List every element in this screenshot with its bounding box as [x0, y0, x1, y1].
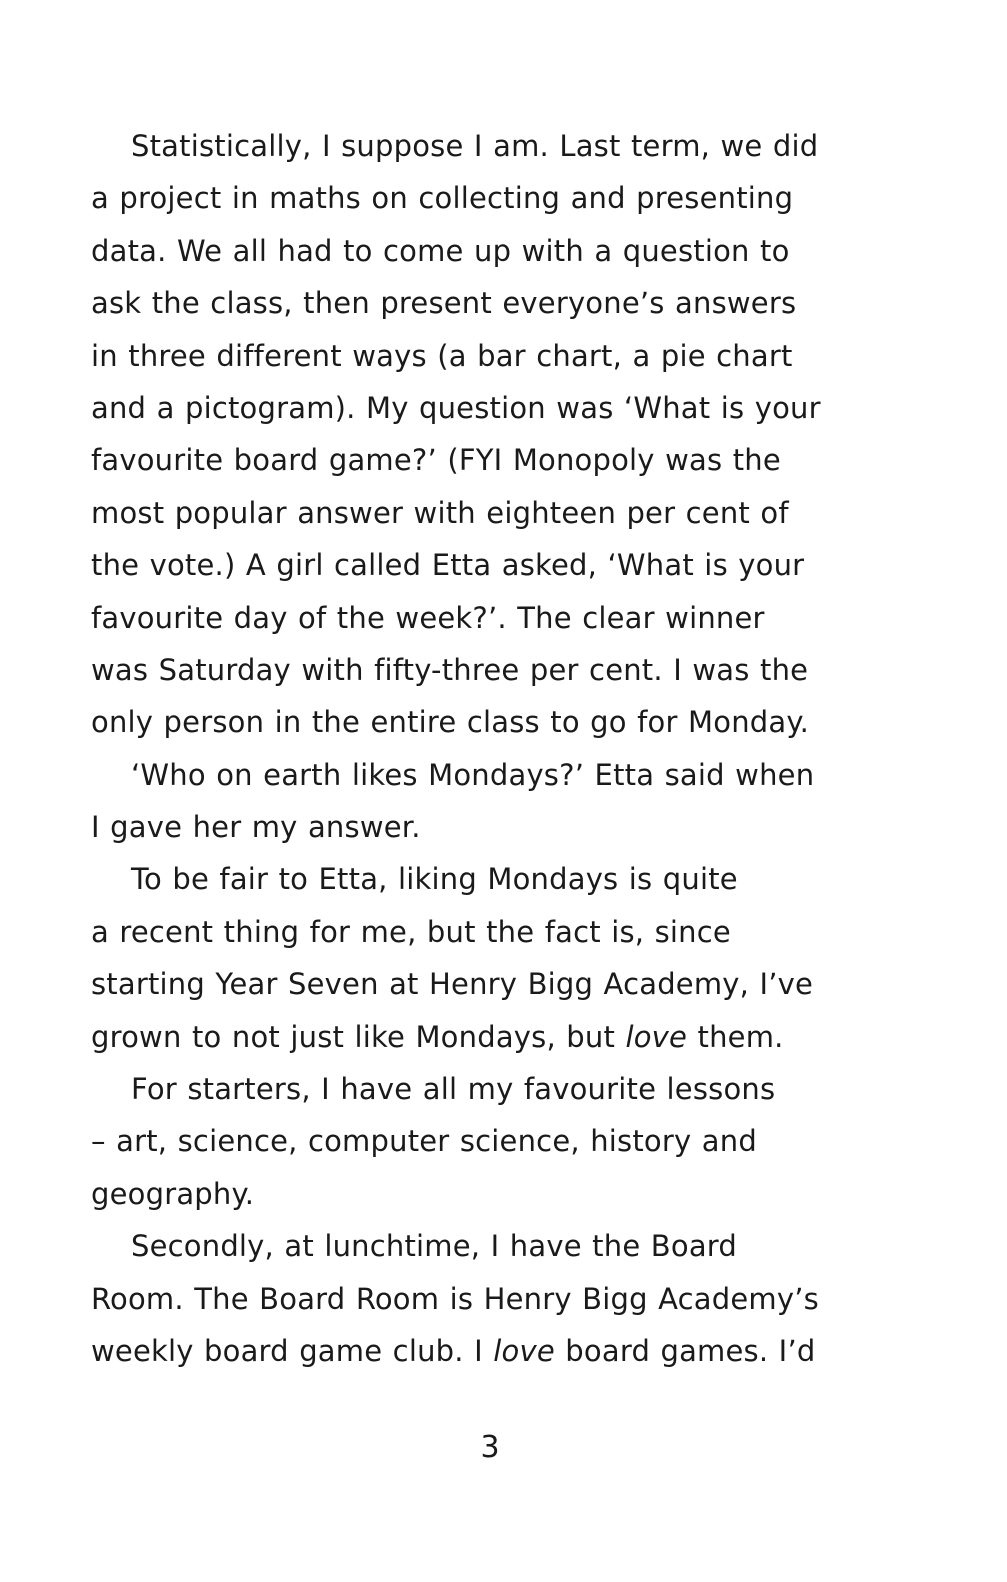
- text-line: data. We all had to come up with a question to: [91, 233, 790, 268]
- text-line: a project in maths on collecting and presenting: [91, 181, 794, 216]
- text-run: them.: [687, 1019, 784, 1054]
- text-line: and a pictogram). My question was ‘What is your: [91, 390, 821, 425]
- text-line: most popular answer with eighteen per cent of: [91, 495, 789, 530]
- text-line: only person in the entire class to go for Monday.: [91, 705, 810, 740]
- page-number: 3: [480, 1430, 500, 1465]
- text-line: geography.: [91, 1176, 255, 1211]
- text-line: I gave her my answer.: [91, 810, 421, 845]
- text-line: starting Year Seven at Henry Bigg Academy, I’ve: [91, 967, 814, 1002]
- text-line: Statistically, I suppose I am. Last term, we did: [131, 129, 819, 163]
- text-line: Room. The Board Room is Henry Bigg Academy’s: [91, 1281, 819, 1316]
- text-line: a recent thing for me, but the fact is, since: [91, 914, 731, 949]
- text-line: favourite board game?’ (FYI Monopoly was the: [91, 443, 781, 478]
- text-line: was Saturday with fifty-three per cent. I was the: [91, 652, 809, 687]
- text-line: in three different ways (a bar chart, a pie chart: [91, 338, 793, 373]
- text-line: – art, science, computer science, history and: [91, 1124, 757, 1159]
- body-text: [91, 120, 911, 1377]
- text-line: [91, 1325, 911, 1377]
- text-line: favourite day of the week?’. The clear winner: [91, 600, 765, 635]
- text-run: grown to not just like Mondays, but: [91, 1019, 626, 1054]
- text-line: the vote.) A girl called Etta asked, ‘What is your: [91, 548, 805, 583]
- text-line: ‘Who on earth likes Mondays?’ Etta said when: [131, 757, 815, 792]
- text-line: [91, 1011, 911, 1063]
- text-line: ask the class, then present everyone’s answers: [91, 286, 797, 321]
- text-run: weekly board game club. I: [91, 1333, 494, 1368]
- text-line: Secondly, at lunchtime, I have the Board: [131, 1229, 738, 1264]
- emphasis-text: love: [625, 1019, 688, 1054]
- text-run: board games. I’d: [554, 1333, 816, 1368]
- text-line: To be fair to Etta, liking Mondays is quite: [131, 862, 738, 897]
- text-line: For starters, I have all my favourite lessons: [131, 1072, 776, 1107]
- emphasis-text: love: [493, 1333, 555, 1368]
